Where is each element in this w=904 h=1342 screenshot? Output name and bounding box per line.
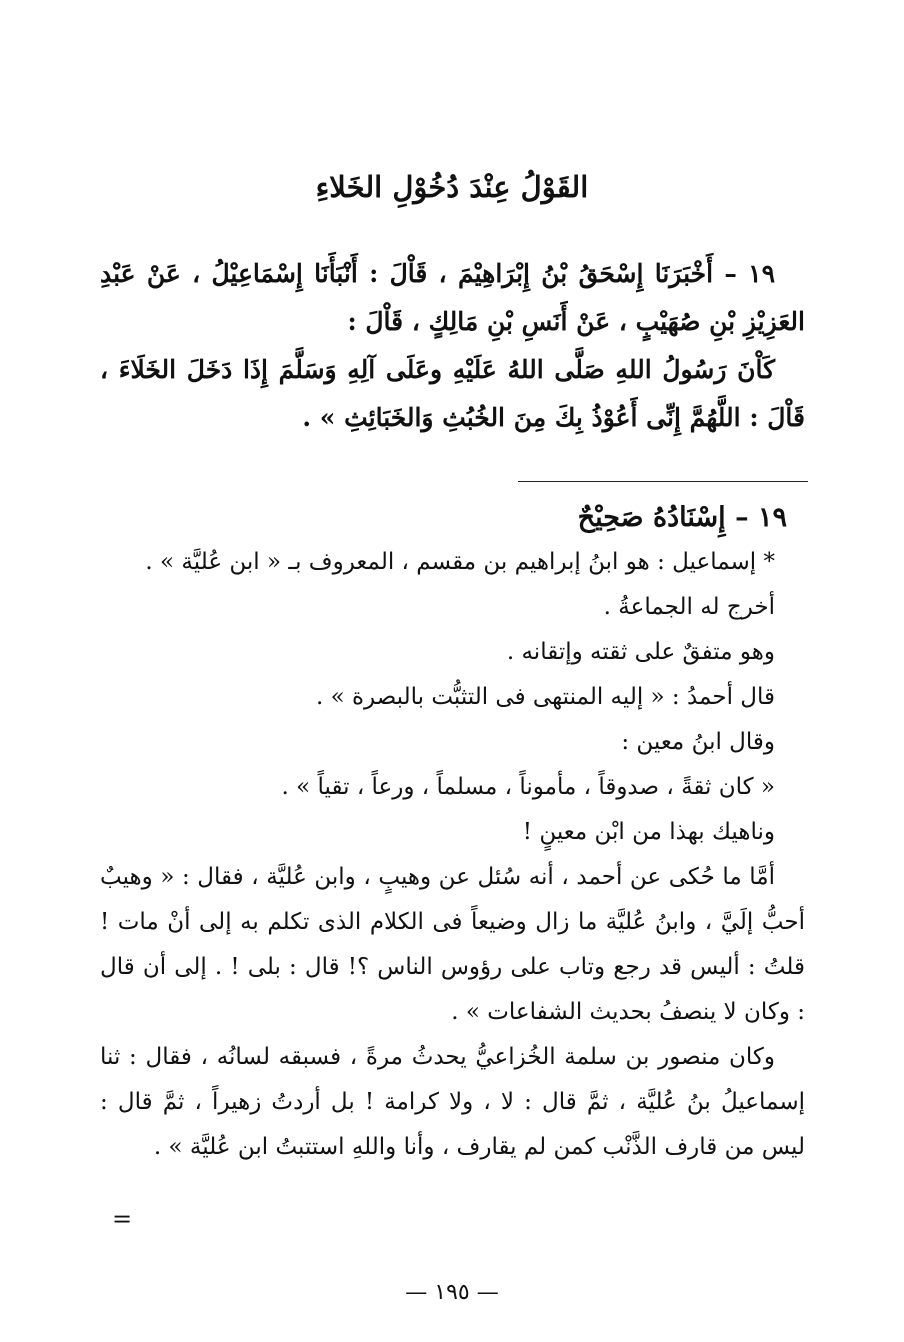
- commentary-paragraph: * إسماعيل : هو ابنُ إبراهيم بن مقسم ، المعروف بـ « ابن عُليَّة » .: [145, 549, 775, 575]
- hadith-chain: ١٩ – أَخْبَرَنَا إِسْحَقُ بْنُ إِبْرَاهِيْمَ ، قَاْلَ : أَنْبَأَنَا إِسْمَاعِيْلُ ، عَنْ عَبْدِ العَزِيْزِ بْنِ صُهَيْبٍ ، عَنْ أَنَسِ بْنِ مَالِكٍ ، قَاْلَ :: [100, 259, 805, 336]
- page-number: — ١٩٥ —: [405, 1280, 499, 1305]
- commentary: [100, 495, 805, 1170]
- commentary-paragraph: قال أحمدُ : « إليه المنتهى فى التثبُّت بالبصرة » .: [315, 684, 775, 710]
- hadith-text: [100, 250, 805, 442]
- commentary-paragraph: وهو متفقٌ على ثقته وإتقانه .: [506, 639, 775, 665]
- chapter-title: القَوْلُ عِنْدَ دُخُوْلِ الخَلاءِ: [315, 170, 589, 204]
- hadith-matn: كَاْنَ رَسُولُ اللهِ صَلَّى اللهُ عَلَيْهِ وعَلَى آلِهِ وَسَلَّمَ إِذَا دَخَلَ الخَلَاءَ ، قَاْلَ : اللَّهُمَّ إِنِّى أَعُوْذُ بِكَ مِنَ الخُبُثِ وَالخَبَائِثِ » .: [100, 355, 805, 432]
- footnote-divider: [518, 481, 808, 482]
- commentary-paragraph: أخرج له الجماعةُ .: [603, 594, 775, 620]
- commentary-paragraph: وقال ابنُ معين :: [621, 729, 775, 755]
- commentary-paragraph: وكان منصور بن سلمة الخُزاعيُّ يحدثُ مرةً ، فسبقه لسانُه ، فقال : ثنا إسماعيلُ بنُ عُليَّة ، ثمَّ قال : لا ، ولا كرامة ! بل أردتُ زهيراً ، ثمَّ قال : ليس من قارف الذَّنْب كمن لم يقارف ، وأنا واللهِ استتبتُ ابن عُليَّة » .: [100, 1044, 805, 1160]
- continuation-mark: =: [112, 1205, 133, 1233]
- commentary-paragraph: أمَّا ما حُكى عن أحمد ، أنه سُئل عن وهيبٍ ، وابن عُليَّة ، فقال : « وهيبٌ أحبُّ إلَيَّ ، وابنُ عُليَّة ما زال وضيعاً فى الكلام الذى تكلم به إلى أنْ مات ! قلتُ : أليس قد رجع وتاب على رؤوس الناس ؟! قال : بلى ! . إلى أن قال : وكان لا ينصفُ بحديث الشفاعات » .: [100, 864, 805, 1025]
- commentary-quote: « كان ثقةً ، صدوقاً ، مأموناً ، مسلماً ، ورعاً ، تقياً » .: [281, 774, 775, 800]
- commentary-heading: ١٩ – إِسْنَادُهُ صَحِيْحٌ: [577, 502, 787, 533]
- commentary-paragraph: وناهيك بهذا من ابْن معينٍ !: [522, 819, 775, 845]
